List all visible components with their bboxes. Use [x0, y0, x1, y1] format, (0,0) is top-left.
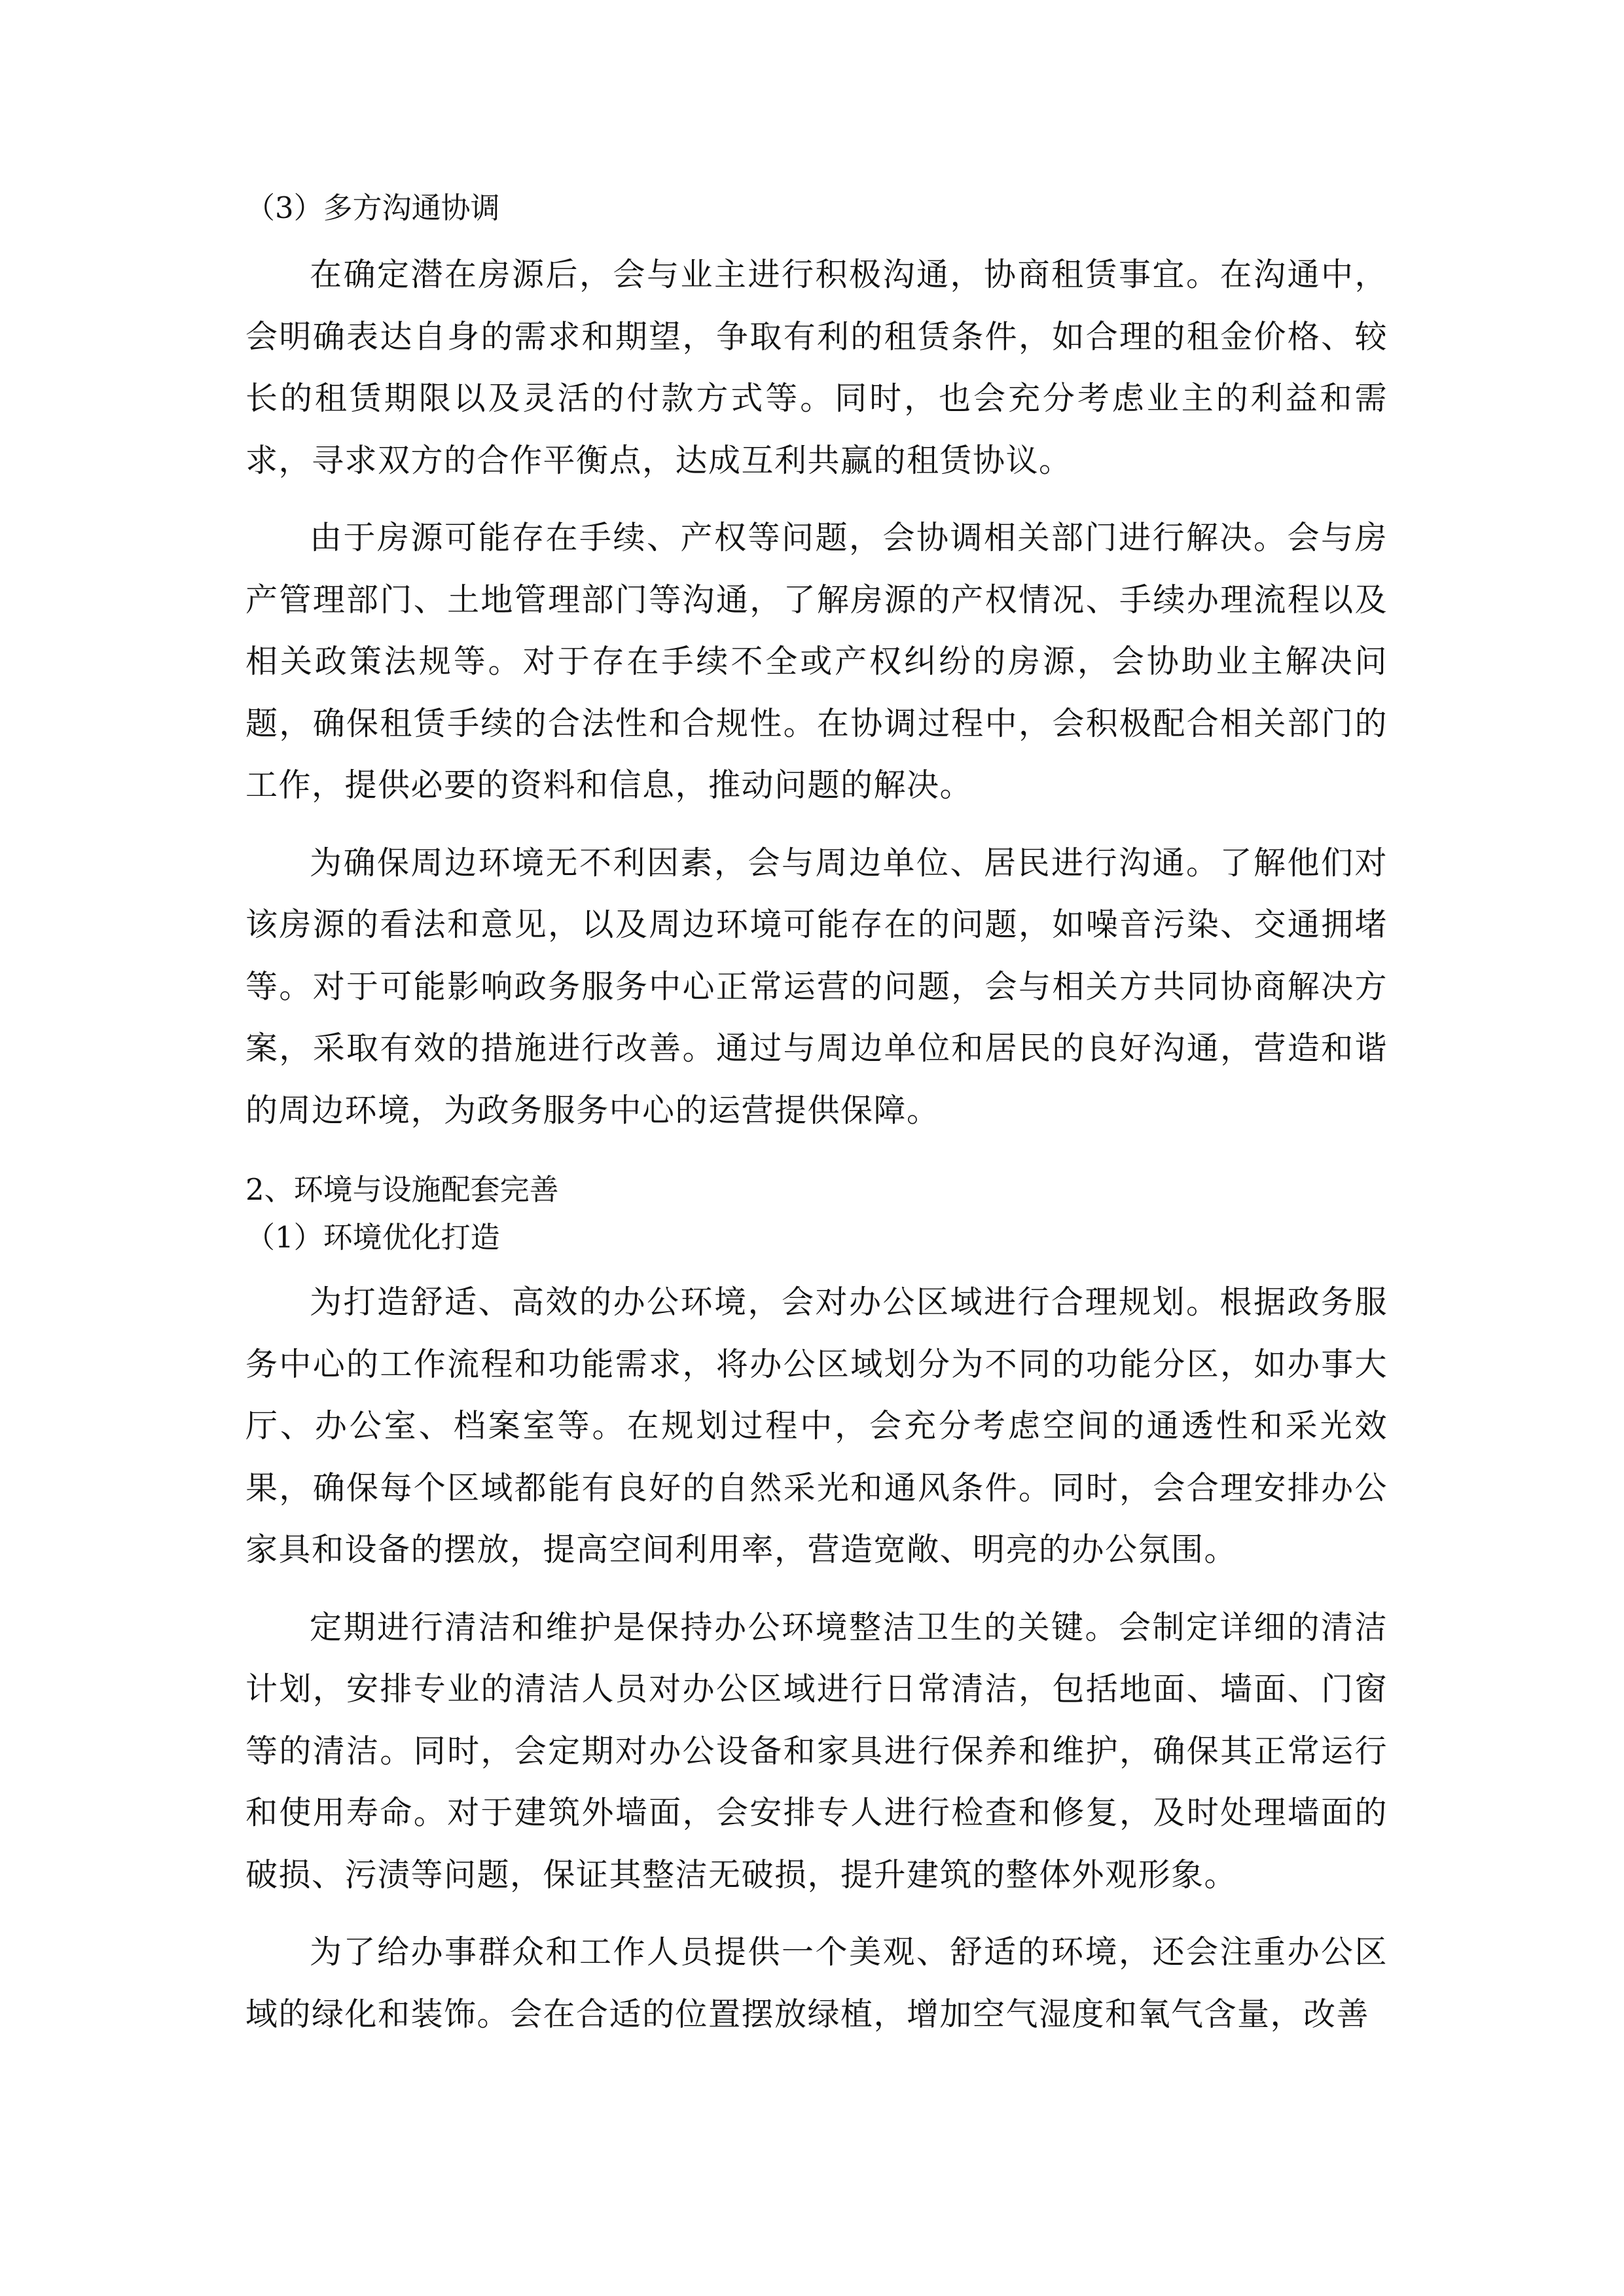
subheading-environment-optimization: （1）环境优化打造	[245, 1220, 500, 1255]
paragraph-department-coordination: 由于房源可能存在手续、产权等问题，会协调相关部门进行解决。会与房产管理部门、土地管理部门等沟通，了解房源的产权情况、手续办理流程以及相关政策法规等。对于存在手续不全或产权纠纷的房源，会协助业主解决问题，确保租赁手续的合法性和合规性。在协调过程中，会积极配合相关部门的工作，提供必要的资料和信息，推动问题的解决。	[245, 519, 1388, 804]
paragraph-neighborhood-communication: 为确保周边环境无不利因素，会与周边单位、居民进行沟通。了解他们对该房源的看法和意见，以及周边环境可能存在的问题，如噪音污染、交通拥堵等。对于可能影响政务服务中心正常运营的问题，会与相关方共同协商解决方案，采取有效的措施进行改善。通过与周边单位和居民的良好沟通，营造和谐的周边环境，为政务服务中心的运营提供保障。	[245, 844, 1388, 1129]
paragraph-landlord-negotiation: 在确定潜在房源后，会与业主进行积极沟通，协商租赁事宜。在沟通中，会明确表达自身的需求和期望，争取有利的租赁条件，如合理的租金价格、较长的租赁期限以及灵活的付款方式等。同时，也会充分考虑业主的利益和需求，寻求双方的合作平衡点，达成互利共赢的租赁协议。	[245, 256, 1388, 479]
paragraph-office-planning: 为打造舒适、高效的办公环境，会对办公区域进行合理规划。根据政务服务中心的工作流程和功能需求，将办公区域划分为不同的功能分区，如办事大厅、办公室、档案室等。在规划过程中，会充分考虑空间的通透性和采光效果，确保每个区域都能有良好的自然采光和通风条件。同时，会合理安排办公家具和设备的摆放，提高空间利用率，营造宽敞、明亮的办公氛围。	[245, 1283, 1388, 1568]
paragraph-greening-decoration: 为了给办事群众和工作人员提供一个美观、舒适的环境，还会注重办公区域的绿化和装饰。会在合适的位置摆放绿植，增加空气湿度和氧气含量，改善	[245, 1933, 1388, 2033]
document-body	[245, 190, 1388, 2045]
subheading-multi-party-communication: （3）多方沟通协调	[245, 190, 500, 225]
paragraph-cleaning-maintenance: 定期进行清洁和维护是保持办公环境整洁卫生的关键。会制定详细的清洁计划，安排专业的清洁人员对办公区域进行日常清洁，包括地面、墙面、门窗等的清洁。同时，会定期对办公设备和家具进行保养和维护，确保其正常运行和使用寿命。对于建筑外墙面，会安排专人进行检查和修复，及时处理墙面的破损、污渍等问题，保证其整洁无破损，提升建筑的整体外观形象。	[245, 1608, 1388, 1893]
section-heading-environment-facilities: 2、环境与设施配套完善	[245, 1172, 559, 1207]
